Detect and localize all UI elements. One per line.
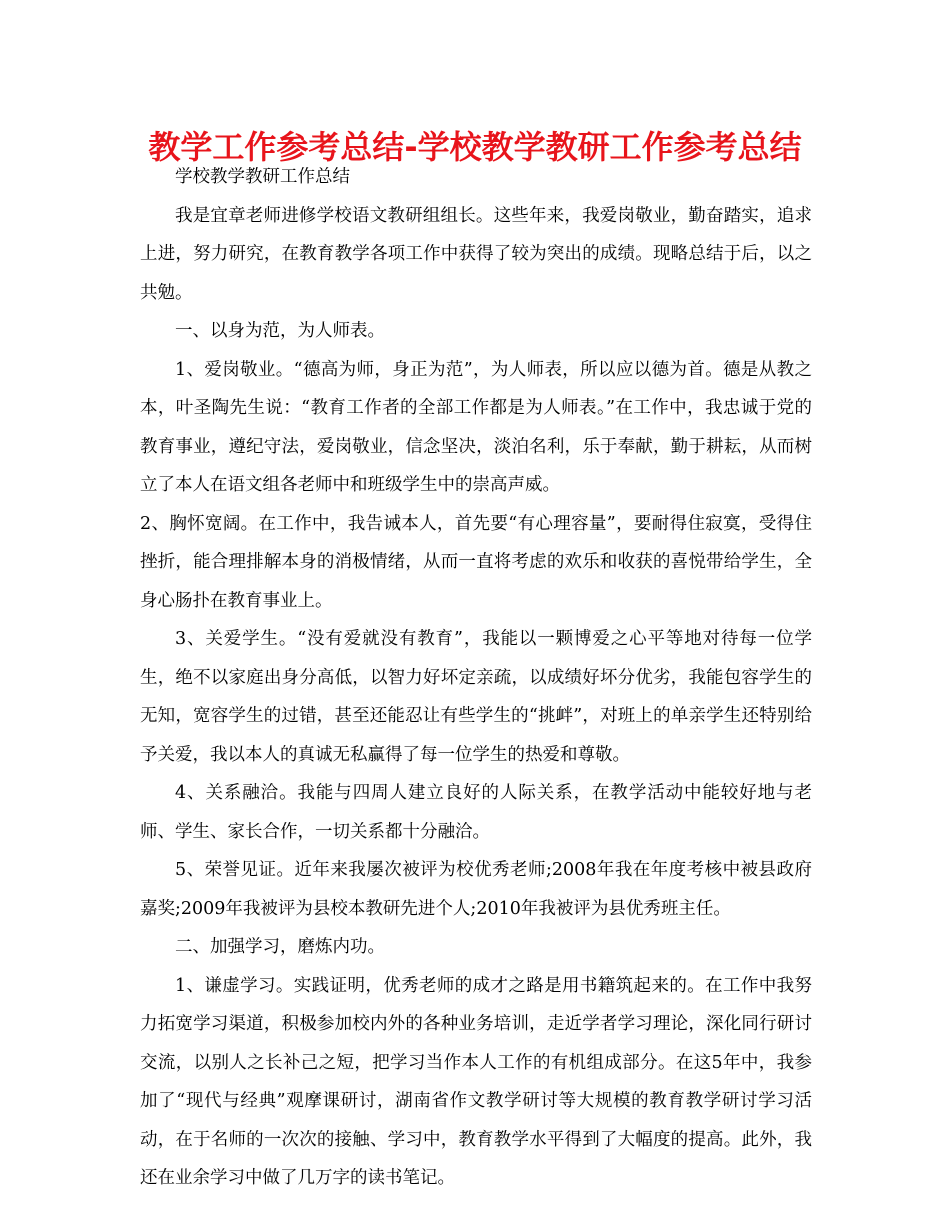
paragraph-item-1-5: 5、荣誉见证。近年来我屡次被评为校优秀老师;2008年我在年度考核中被县政府嘉奖;2009年我被评为县校本教研先进个人;2010年我被评为县优秀班主任。 xyxy=(140,860,812,919)
document-title: 教学工作参考总结-学校教学教研工作参考总结 xyxy=(148,128,802,166)
paragraph-item-1-4: 4、关系融洽。我能与四周人建立良好的人际关系，在教学活动中能较好地与老师、学生、家长合作，一切关系都十分融洽。 xyxy=(140,783,812,842)
paragraph-item-1-1: 1、爱岗敬业。“德高为师，身正为范”，为人师表，所以应以德为首。德是从教之本，叶圣陶先生说：“教育工作者的全部工作都是为人师表。”在工作中，我忠诚于党的教育事业，遵纪守法，爱岗敬业，信念坚决，淡泊名利，乐于奉献，勤于耕耘，从而树立了本人在语文组各老师中和班级学生中的崇高声威。 xyxy=(140,359,812,495)
document-body xyxy=(140,158,812,1198)
paragraph-item-2-1: 1、谦虚学习。实践证明，优秀老师的成才之路是用书籍筑起来的。在工作中我努力拓宽学习渠道，积极参加校内外的各种业务培训，走近学者学习理论，深化同行研讨交流，以别人之长补己之短，把学习当作本人工作的有机组成部分。在这5年中，我参加了“现代与经典”观摩课研讨，湖南省作文教学研讨等大规模的教育教学研讨学习活动，在于名师的一次次的接触、学习中，教育教学水平得到了大幅度的提高。此外，我还在业余学习中做了几万字的读书笔记。 xyxy=(140,975,812,1188)
paragraph-intro: 我是宜章老师进修学校语文教研组组长。这些年来，我爱岗敬业，勤奋踏实，追求上进，努力研究，在教育教学各项工作中获得了较为突出的成绩。现略总结于后，以之共勉。 xyxy=(140,205,812,303)
paragraph-subtitle: 学校教学教研工作总结 xyxy=(175,167,350,187)
paragraph-item-1-3: 3、关爱学生。“没有爱就没有教育”，我能以一颗博爱之心平等地对待每一位学生，绝不以家庭出身分高低，以智力好坏定亲疏，以成绩好坏分优劣，我能包容学生的无知，宽容学生的过错，甚至还能忍让有些学生的“挑衅”，对班上的单亲学生还特别给予关爱，我以本人的真诚无私赢得了每一位学生的热爱和尊敬。 xyxy=(140,629,812,765)
paragraph-item-1-2: 2、胸怀宽阔。在工作中，我告诫本人，首先要“有心理容量”，要耐得住寂寞，受得住挫折，能合理排解本身的消极情绪，从而一直将考虑的欢乐和收获的喜悦带给学生，全身心肠扑在教育事业上。 xyxy=(140,513,812,611)
section-heading-2: 二、加强学习，磨炼内功。 xyxy=(175,937,385,957)
section-heading-1: 一、以身为范，为人师表。 xyxy=(175,321,385,341)
